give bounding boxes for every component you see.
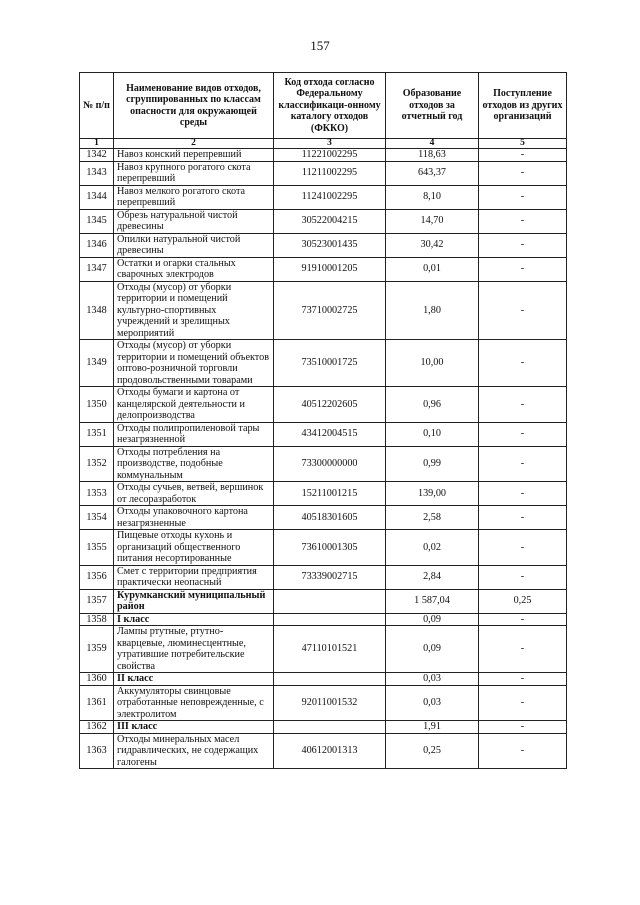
formed-amount: 14,70	[386, 209, 479, 233]
fkko-code: 11211002295	[274, 161, 386, 185]
received-amount: -	[479, 721, 567, 734]
fkko-code: 15211001215	[274, 482, 386, 506]
row-number: 1353	[80, 482, 114, 506]
received-amount: -	[479, 422, 567, 446]
waste-name: Навоз крупного рогатого скота перепревший	[114, 161, 274, 185]
received-amount: -	[479, 387, 567, 423]
received-amount: -	[479, 626, 567, 673]
received-amount: -	[479, 185, 567, 209]
header-received: Поступление отходов из других организаций	[479, 73, 567, 139]
formed-amount: 0,10	[386, 422, 479, 446]
formed-amount: 1,91	[386, 721, 479, 734]
header-formed: Образование отходов за отчетный год	[386, 73, 479, 139]
formed-amount: 0,09	[386, 613, 479, 626]
table-row	[80, 721, 567, 734]
row-number: 1352	[80, 446, 114, 482]
formed-amount: 1 587,04	[386, 589, 479, 613]
waste-name: Аккумуляторы свинцовые отработанные неповрежденные, с электролитом	[114, 685, 274, 721]
received-amount: -	[479, 673, 567, 686]
formed-amount: 118,63	[386, 149, 479, 162]
fkko-code	[274, 589, 386, 613]
row-number: 1350	[80, 387, 114, 423]
row-number: 1361	[80, 685, 114, 721]
formed-amount: 0,03	[386, 673, 479, 686]
formed-amount: 0,09	[386, 626, 479, 673]
table-row	[80, 340, 567, 387]
formed-amount: 139,00	[386, 482, 479, 506]
waste-name: Отходы (мусор) от уборки территории и помещений объектов оптово-розничной торговли продовольственными товарами	[114, 340, 274, 387]
fkko-code: 30523001435	[274, 233, 386, 257]
fkko-code: 43412004515	[274, 422, 386, 446]
fkko-code: 11221002295	[274, 149, 386, 162]
row-number: 1343	[80, 161, 114, 185]
row-number: 1342	[80, 149, 114, 162]
row-number: 1359	[80, 626, 114, 673]
formed-amount: 2,58	[386, 506, 479, 530]
received-amount: -	[479, 161, 567, 185]
table-row	[80, 185, 567, 209]
fkko-code	[274, 613, 386, 626]
row-number: 1349	[80, 340, 114, 387]
table-row	[80, 209, 567, 233]
waste-name: Пищевые отходы кухонь и организаций общественного питания несортированные	[114, 530, 274, 566]
table-row	[80, 613, 567, 626]
formed-amount: 0,25	[386, 733, 479, 769]
waste-table	[79, 72, 567, 769]
received-amount: -	[479, 685, 567, 721]
received-amount: 0,25	[479, 589, 567, 613]
column-number: 3	[274, 139, 386, 149]
received-amount: -	[479, 281, 567, 340]
formed-amount: 643,37	[386, 161, 479, 185]
row-number: 1363	[80, 733, 114, 769]
row-number: 1344	[80, 185, 114, 209]
fkko-code: 92011001532	[274, 685, 386, 721]
column-number: 4	[386, 139, 479, 149]
received-amount: -	[479, 565, 567, 589]
formed-amount: 30,42	[386, 233, 479, 257]
formed-amount: 0,02	[386, 530, 479, 566]
waste-name: Отходы (мусор) от уборки территории и помещений культурно-спортивных учреждений и зрелищных мероприятий	[114, 281, 274, 340]
waste-name: Обрезь натуральной чистой древесины	[114, 209, 274, 233]
table-row	[80, 446, 567, 482]
waste-name: II класс	[114, 673, 274, 686]
waste-name: Опилки натуральной чистой древесины	[114, 233, 274, 257]
waste-name: Отходы полипропиленовой тары незагрязненной	[114, 422, 274, 446]
page-number: 157	[310, 38, 330, 53]
formed-amount: 1,80	[386, 281, 479, 340]
waste-name: Отходы минеральных масел гидравлических, не содержащих галогены	[114, 733, 274, 769]
waste-name: Отходы упаковочного картона незагрязненные	[114, 506, 274, 530]
table-row	[80, 733, 567, 769]
waste-name: Отходы бумаги и картона от канцелярской деятельности и делопроизводства	[114, 387, 274, 423]
row-number: 1345	[80, 209, 114, 233]
row-number: 1356	[80, 565, 114, 589]
fkko-code: 73339002715	[274, 565, 386, 589]
header-code: Код отхода согласно Федеральному классификаци-онному каталогу отходов (ФККО)	[274, 73, 386, 139]
table-row	[80, 387, 567, 423]
formed-amount: 0,96	[386, 387, 479, 423]
waste-name: Лампы ртутные, ртутно-кварцевые, люминесцентные, утратившие потребительские свойства	[114, 626, 274, 673]
row-number: 1358	[80, 613, 114, 626]
row-number: 1362	[80, 721, 114, 734]
row-number: 1346	[80, 233, 114, 257]
table-row	[80, 257, 567, 281]
formed-amount: 10,00	[386, 340, 479, 387]
row-number: 1354	[80, 506, 114, 530]
column-number: 2	[114, 139, 274, 149]
waste-name: Остатки и огарки стальных сварочных электродов	[114, 257, 274, 281]
waste-name: Курумканский муниципальный район	[114, 589, 274, 613]
header-name: Наименование видов отходов, сгруппированных по классам опасности для окружающей среды	[114, 73, 274, 139]
table-row	[80, 233, 567, 257]
table-row	[80, 149, 567, 162]
formed-amount: 0,01	[386, 257, 479, 281]
received-amount: -	[479, 613, 567, 626]
table-row	[80, 626, 567, 673]
column-number: 5	[479, 139, 567, 149]
column-numbers-row	[80, 139, 567, 149]
row-number: 1347	[80, 257, 114, 281]
row-number: 1355	[80, 530, 114, 566]
table-row	[80, 589, 567, 613]
formed-amount: 2,84	[386, 565, 479, 589]
formed-amount: 8,10	[386, 185, 479, 209]
waste-name: I класс	[114, 613, 274, 626]
table-row	[80, 161, 567, 185]
received-amount: -	[479, 209, 567, 233]
fkko-code	[274, 673, 386, 686]
table-row	[80, 506, 567, 530]
received-amount: -	[479, 482, 567, 506]
table-row	[80, 565, 567, 589]
column-number: 1	[80, 139, 114, 149]
table-row	[80, 422, 567, 446]
fkko-code: 40518301605	[274, 506, 386, 530]
fkko-code: 73610001305	[274, 530, 386, 566]
table-row	[80, 281, 567, 340]
table-row	[80, 685, 567, 721]
received-amount: -	[479, 257, 567, 281]
waste-name: Смет с территории предприятия практически неопасный	[114, 565, 274, 589]
received-amount: -	[479, 506, 567, 530]
received-amount: -	[479, 446, 567, 482]
waste-name: Отходы потребления на производстве, подобные коммунальным	[114, 446, 274, 482]
row-number: 1348	[80, 281, 114, 340]
received-amount: -	[479, 340, 567, 387]
fkko-code: 73510001725	[274, 340, 386, 387]
fkko-code	[274, 721, 386, 734]
fkko-code: 91910001205	[274, 257, 386, 281]
fkko-code: 40512202605	[274, 387, 386, 423]
table-row	[80, 530, 567, 566]
table-row	[80, 482, 567, 506]
received-amount: -	[479, 149, 567, 162]
received-amount: -	[479, 530, 567, 566]
waste-name: III класс	[114, 721, 274, 734]
fkko-code: 73300000000	[274, 446, 386, 482]
row-number: 1360	[80, 673, 114, 686]
waste-name: Навоз конский перепревший	[114, 149, 274, 162]
formed-amount: 0,03	[386, 685, 479, 721]
row-number: 1351	[80, 422, 114, 446]
fkko-code: 30522004215	[274, 209, 386, 233]
table-body	[80, 149, 567, 769]
header-num: № п/п	[80, 73, 114, 139]
fkko-code: 11241002295	[274, 185, 386, 209]
row-number: 1357	[80, 589, 114, 613]
waste-name: Отходы сучьев, ветвей, вершинок от лесоразработок	[114, 482, 274, 506]
received-amount: -	[479, 233, 567, 257]
fkko-code: 40612001313	[274, 733, 386, 769]
fkko-code: 73710002725	[274, 281, 386, 340]
table-row	[80, 673, 567, 686]
formed-amount: 0,99	[386, 446, 479, 482]
waste-name: Навоз мелкого рогатого скота перепревший	[114, 185, 274, 209]
received-amount: -	[479, 733, 567, 769]
fkko-code: 47110101521	[274, 626, 386, 673]
header-row	[80, 73, 567, 139]
